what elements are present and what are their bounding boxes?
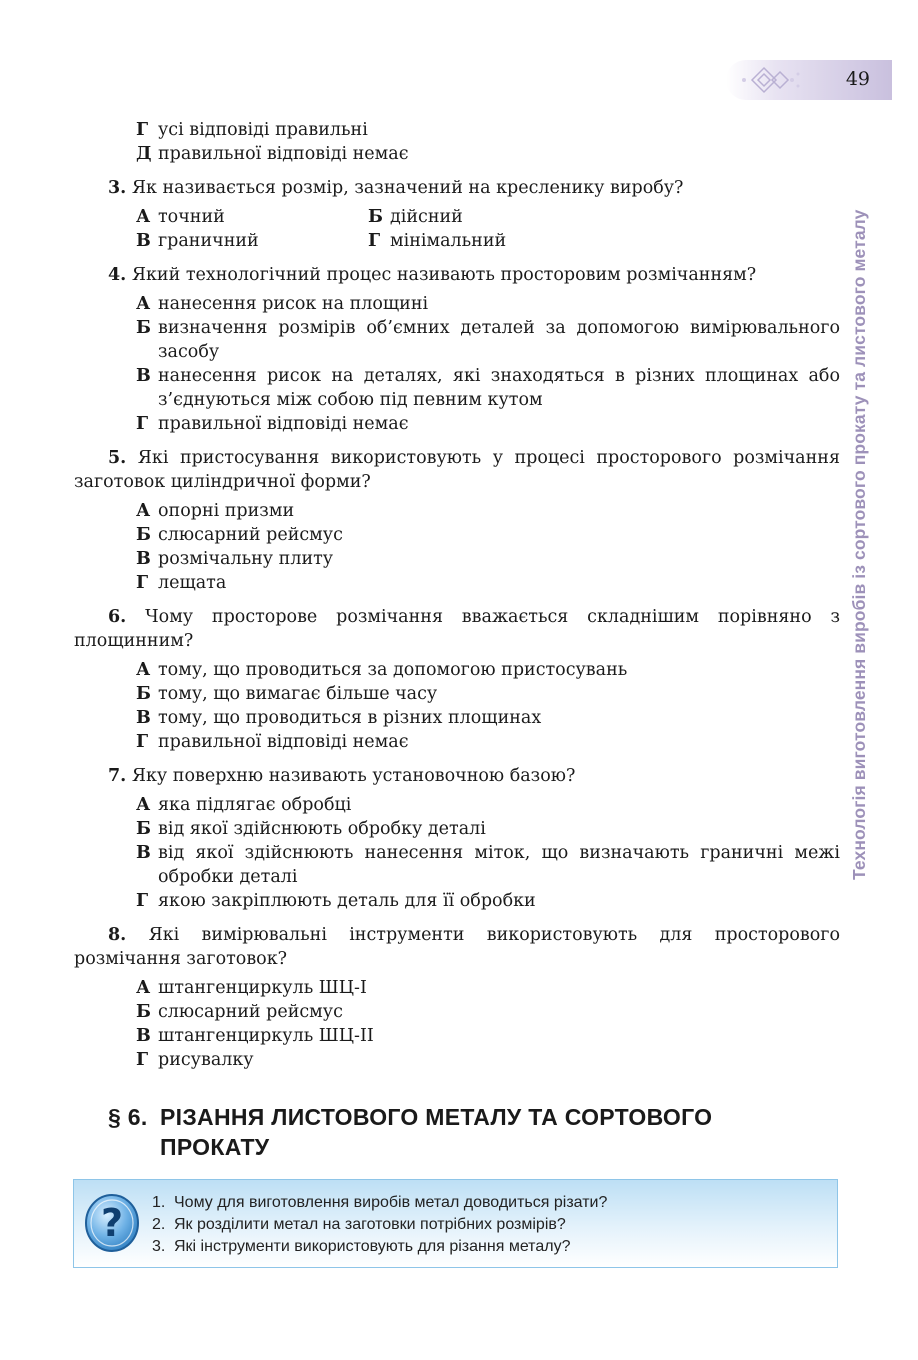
option (136, 706, 840, 730)
question-number: 6. (108, 607, 127, 627)
list-item (152, 1214, 607, 1236)
option-text: штангенциркуль ШЦ-І (158, 978, 367, 998)
option-letter: Г (136, 120, 149, 140)
option (136, 205, 368, 229)
option-letter: Б (136, 318, 151, 338)
question-6-options (74, 658, 840, 754)
option-letter: А (136, 660, 151, 680)
option (136, 889, 840, 913)
question-number: 8. (108, 925, 127, 945)
option (136, 730, 840, 754)
option-letter: В (136, 708, 151, 728)
question-text: Як називається розмір, зазначений на кресленику виробу? (131, 178, 684, 198)
ornament-icon (734, 64, 814, 96)
question-4 (74, 263, 840, 287)
question-3-options (136, 205, 840, 253)
option-text: дійсний (390, 207, 463, 227)
option-text: визначення розмірів об’ємних деталей за допомогою вимірювального засобу (158, 318, 840, 362)
option (136, 412, 840, 436)
question-5-options (74, 499, 840, 595)
question-6 (74, 605, 840, 653)
option (368, 205, 668, 229)
option-text: граничний (158, 231, 259, 251)
option-text: рисувалку (158, 1050, 254, 1070)
option-text: нанесення рисок на площині (158, 294, 429, 314)
question-number: 7. (108, 766, 127, 786)
option (136, 142, 840, 166)
option-text: яка підлягає обробці (158, 795, 352, 815)
option-text: точний (158, 207, 225, 227)
option-text: усі відповіді правильні (158, 120, 368, 140)
question-text: Які вимірювальні інструменти використовують для просторового розмічання заготовок? (74, 925, 840, 969)
item-number: 1. (152, 1194, 166, 1211)
option-letter: Г (136, 414, 149, 434)
option-letter: В (136, 549, 151, 569)
question-3 (74, 176, 840, 200)
list-item (152, 1192, 607, 1214)
option-text: тому, що вимагає більше часу (158, 684, 438, 704)
option-text: слюсарний рейсмус (158, 525, 343, 545)
section-symbol: § 6. (108, 1104, 148, 1130)
option (136, 658, 840, 682)
option (136, 817, 840, 841)
question-number: 5. (108, 448, 127, 468)
question-8-options (74, 976, 840, 1072)
intro-options (74, 118, 840, 166)
option-text: лещата (158, 573, 227, 593)
option-text: від якої здійснюють нанесення міток, що визначають граничні межі обробки деталі (158, 843, 840, 887)
option (136, 841, 840, 889)
option (136, 499, 840, 523)
option (136, 316, 840, 364)
option-letter: В (136, 231, 151, 251)
option-letter: Г (136, 1050, 149, 1070)
option (136, 229, 368, 253)
option (136, 976, 840, 1000)
item-text: Чому для виготовлення виробів метал доводиться різати? (174, 1194, 608, 1211)
option (136, 547, 840, 571)
option-letter: Г (136, 573, 149, 593)
question-7-options (74, 793, 840, 913)
option-letter: Б (136, 684, 151, 704)
question-4-options (74, 292, 840, 436)
page-number-tab (726, 60, 892, 100)
option-text: правильної відповіді немає (158, 732, 409, 752)
item-number: 3. (152, 1238, 166, 1255)
section-title-line-1: РІЗАННЯ ЛИСТОВОГО МЕТАЛУ ТА СОРТОВОГО (160, 1104, 713, 1130)
option (136, 1024, 840, 1048)
option-letter: В (136, 843, 151, 863)
question-7 (74, 764, 840, 788)
svg-text:?: ? (100, 1201, 124, 1245)
question-number: 3. (108, 178, 127, 198)
option-text: правильної відповіді немає (158, 144, 409, 164)
section-heading (108, 1102, 828, 1162)
option-letter: Б (136, 1002, 151, 1022)
option-letter: А (136, 795, 151, 815)
warmup-questions-list (152, 1192, 607, 1258)
option-letter: Г (136, 732, 149, 752)
question-text: Чому просторове розмічання вважається складнішим порівняно з площинним? (74, 607, 840, 651)
option-text: якою закріплюють деталь для її обробки (158, 891, 536, 911)
item-text: Як розділити метал на заготовки потрібних розмірів? (174, 1216, 566, 1233)
option-letter: Г (136, 891, 149, 911)
quiz-content (74, 118, 840, 1072)
option-text: нанесення рисок на деталях, які знаходяться в різних площинах або з’єднуються між собою під певним кутом (158, 366, 840, 410)
option (136, 1048, 840, 1072)
question-5 (74, 446, 840, 494)
option (136, 1000, 840, 1024)
option-letter: В (136, 1026, 151, 1046)
option (136, 793, 840, 817)
option (136, 523, 840, 547)
option (136, 571, 840, 595)
chapter-side-title: Технологія виготовлення виробів із сортового прокату та листового металу (849, 209, 869, 880)
option-text: тому, що проводиться за допомогою пристосувань (158, 660, 628, 680)
item-number: 2. (152, 1216, 166, 1233)
question-number: 4. (108, 265, 127, 285)
section-title-line-2: ПРОКАТУ (160, 1134, 270, 1160)
option-letter: В (136, 366, 151, 386)
option (136, 118, 840, 142)
question-mark-icon (84, 1188, 142, 1254)
warmup-questions-box (73, 1179, 838, 1268)
option (136, 682, 840, 706)
option-letter: Д (136, 144, 152, 164)
option-letter: А (136, 294, 151, 314)
option (136, 292, 840, 316)
option-letter: Б (368, 207, 383, 227)
option-letter: Б (136, 819, 151, 839)
question-8 (74, 923, 840, 971)
question-text: Який технологічний процес називають просторовим розмічанням? (131, 265, 757, 285)
option-letter: А (136, 207, 151, 227)
option-letter: А (136, 978, 151, 998)
question-text: Які пристосування використовують у процесі просторового розмічання заготовок циліндричної форми? (74, 448, 840, 492)
option (368, 229, 668, 253)
option-letter: А (136, 501, 151, 521)
question-text: Яку поверхню називають установочною базою? (131, 766, 576, 786)
option (136, 364, 840, 412)
option-text: слюсарний рейсмус (158, 1002, 343, 1022)
option-text: опорні призми (158, 501, 295, 521)
option-text: мінімальний (390, 231, 507, 251)
option-letter: Б (136, 525, 151, 545)
page-number: 49 (845, 68, 870, 90)
option-text: правильної відповіді немає (158, 414, 409, 434)
option-text: тому, що проводиться в різних площинах (158, 708, 542, 728)
option-text: розмічальну плиту (158, 549, 334, 569)
option-letter: Г (368, 231, 381, 251)
list-item (152, 1236, 607, 1258)
item-text: Які інструменти використовують для різання металу? (174, 1238, 571, 1255)
option-text: штангенциркуль ШЦ-ІІ (158, 1026, 374, 1046)
option-text: від якої здійснюють обробку деталі (158, 819, 486, 839)
